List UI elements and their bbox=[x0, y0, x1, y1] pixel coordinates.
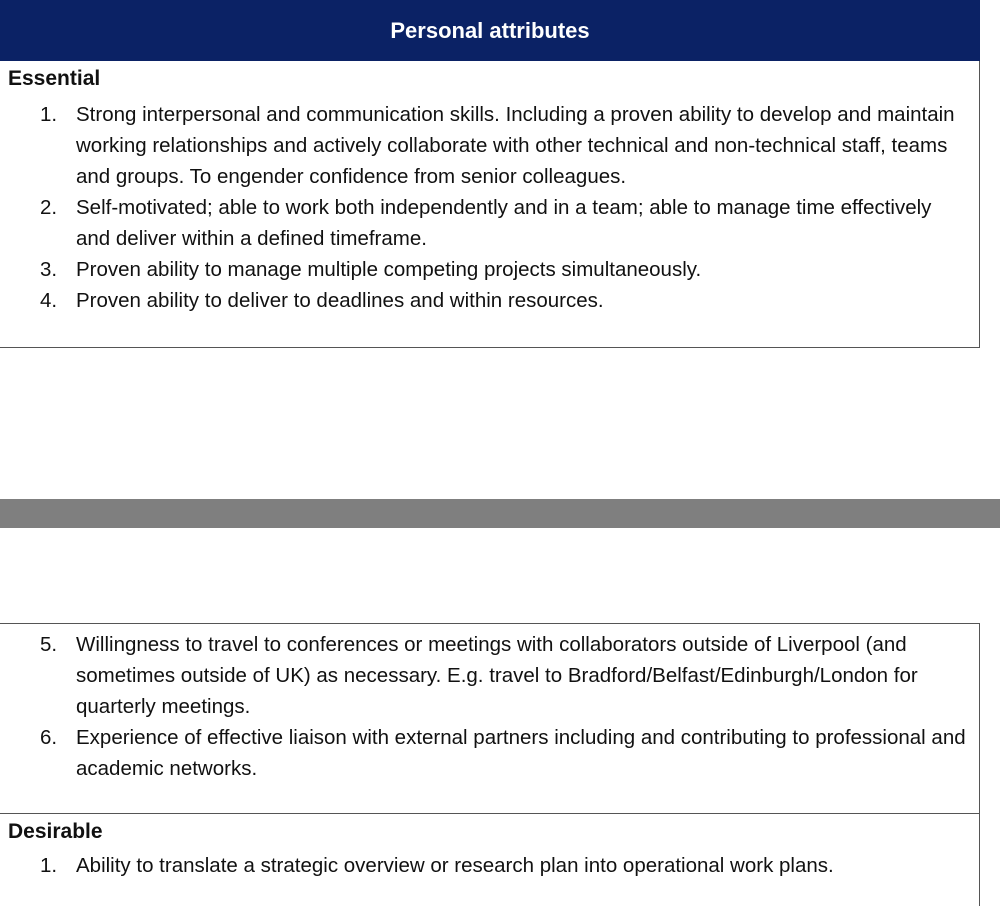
item-text: Proven ability to manage multiple competing projects simultaneously. bbox=[76, 258, 702, 281]
list-item bbox=[40, 99, 970, 192]
essential-box-bottom bbox=[0, 623, 980, 814]
item-number: 3. bbox=[40, 258, 58, 281]
list-item bbox=[40, 192, 970, 254]
list-item bbox=[40, 285, 970, 316]
item-text: Ability to translate a strategic overview or research plan into operational work plans. bbox=[76, 854, 834, 877]
page-break-band bbox=[0, 499, 1000, 528]
item-text: Proven ability to deliver to deadlines and within resources. bbox=[76, 289, 604, 312]
desirable-heading: Desirable bbox=[8, 820, 103, 843]
item-number: 1. bbox=[40, 103, 58, 126]
list-item bbox=[40, 722, 970, 784]
list-item bbox=[40, 254, 970, 285]
item-number: 2. bbox=[40, 196, 58, 219]
essential-list-top bbox=[40, 99, 970, 316]
section-header bbox=[0, 0, 980, 61]
item-text: Strong interpersonal and communication skills. Including a proven ability to develop and maintain working relationships and actively collaborate with other technical and non-technical staff, teams and groups. To engender confidence from senior colleagues. bbox=[76, 103, 955, 188]
item-text: Willingness to travel to conferences or meetings with collaborators outside of Liverpool (and sometimes outside of UK) as necessary. E.g. travel to Bradford/Belfast/Edinburgh/London for quarterly meetings. bbox=[76, 633, 918, 718]
item-number: 1. bbox=[40, 854, 58, 877]
list-item bbox=[40, 850, 970, 881]
section-title: Personal attributes bbox=[390, 17, 590, 43]
item-text: Self-motivated; able to work both independently and in a team; able to manage time effectively and deliver within a defined timeframe. bbox=[76, 196, 932, 250]
essential-list-bottom bbox=[40, 629, 970, 784]
item-number: 4. bbox=[40, 289, 58, 312]
item-text: Experience of effective liaison with external partners including and contributing to professional and academic networks. bbox=[76, 726, 966, 780]
essential-box-top bbox=[0, 61, 980, 348]
item-number: 6. bbox=[40, 726, 58, 749]
desirable-box bbox=[0, 814, 980, 906]
item-number: 5. bbox=[40, 633, 58, 656]
essential-heading: Essential bbox=[8, 67, 101, 90]
desirable-list bbox=[40, 850, 970, 881]
list-item bbox=[40, 629, 970, 722]
